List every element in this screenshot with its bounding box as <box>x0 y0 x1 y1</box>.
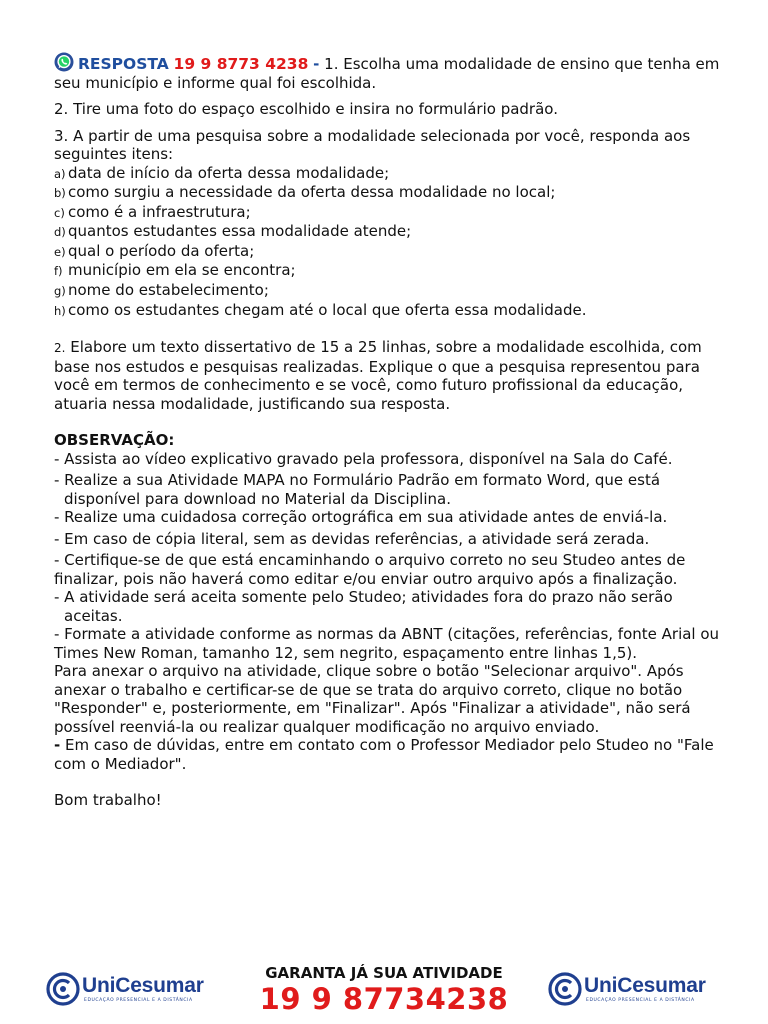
unicesumar-logo-right <box>548 972 718 1006</box>
observation-contact-text: Em caso de dúvidas, entre em contato com o Professor Mediador pelo Studeo no "Fale com o Mediador". <box>54 736 714 773</box>
list-item <box>54 242 722 262</box>
list-item <box>54 164 722 184</box>
question-4 <box>54 338 722 413</box>
item-text: quantos estudantes essa modalidade atende; <box>68 222 412 241</box>
list-item <box>54 222 722 242</box>
question-3: 3. A partir de uma pesquisa sobre a modalidade selecionada por você, responda aos seguintes itens: <box>54 126 691 163</box>
unicesumar-logo-mark-icon <box>548 972 582 1006</box>
footer <box>0 958 768 1024</box>
item-text: como surgiu a necessidade da oferta dessa modalidade no local; <box>68 183 556 202</box>
cta-text: GARANTA JÁ SUA ATIVIDADE <box>265 964 503 982</box>
observation-line: - Realize uma cuidadosa correção ortográfica em sua atividade antes de enviá-la. <box>54 508 668 527</box>
item-marker: h) <box>54 303 66 318</box>
item-list <box>54 164 722 321</box>
item-marker: e) <box>54 244 66 259</box>
logo-name: UniCesumar <box>584 974 706 997</box>
list-item <box>54 203 722 223</box>
list-item <box>54 301 722 321</box>
item-text: como os estudantes chegam até o local que oferta essa modalidade. <box>68 300 587 319</box>
observation-line: - Assista ao vídeo explicativo gravado pela professora, disponível na Sala do Café. <box>54 449 673 468</box>
closing-text: Bom trabalho! <box>54 791 162 810</box>
item-marker: a) <box>54 166 66 181</box>
observation-line: - Certifique-se de que está encaminhando o arquivo correto no seu Studeo antes de finalizar, pois não haverá como editar e/ou enviar outro arquivo após a finalização. <box>54 551 686 588</box>
logo-name: UniCesumar <box>82 974 204 997</box>
observation-title: OBSERVAÇÃO: <box>54 431 175 450</box>
item-text: município em ela se encontra; <box>68 261 296 280</box>
response-label: RESPOSTA <box>78 55 169 73</box>
item-marker: b) <box>54 186 66 201</box>
question-4-text: Elabore um texto dissertativo de 15 a 25 linhas, sobre a modalidade escolhida, com base nos estudos e pesquisas realizadas. Explique o que a pesquisa representou para você em termos de conhecimento e se você, como futuro profissional da educação, atuaria nessa modalidade, justificando sua resposta. <box>54 338 702 413</box>
cta-phone: 19 9 87734238 <box>259 982 509 1016</box>
observation-line: - A atividade será aceita somente pelo Studeo; atividades fora do prazo não serão aceitas. <box>54 588 673 625</box>
item-marker: g) <box>54 284 66 299</box>
unicesumar-logo-mark-icon <box>46 972 80 1006</box>
item-text: qual o período da oferta; <box>68 241 255 260</box>
list-item <box>54 261 722 281</box>
item-marker: c) <box>54 205 65 220</box>
item-marker: d) <box>54 225 66 240</box>
question-1 <box>54 52 722 92</box>
document-body <box>54 52 722 810</box>
question-2: 2. Tire uma foto do espaço escolhido e insira no formulário padrão. <box>54 100 558 118</box>
observation-line: - Realize a sua Atividade MAPA no Formulário Padrão em formato Word, que está disponível para download no Material da Disciplina. <box>54 471 661 508</box>
whatsapp-icon <box>54 52 74 72</box>
list-item <box>54 281 722 301</box>
response-dash: - <box>313 55 320 73</box>
observation-line: - Formate a atividade conforme as normas da ABNT (citações, referências, fonte Arial ou Times New Roman, tamanho 12, sem negrito, espaçamento entre linhas 1,5). <box>54 625 720 662</box>
item-text: nome do estabelecimento; <box>68 281 269 300</box>
question-4-number: 2. <box>54 341 66 356</box>
observation-section <box>54 431 722 773</box>
observation-paragraph: Para anexar o arquivo na atividade, clique sobre o botão "Selecionar arquivo". Após anexar o trabalho e certificar-se de que se trata do arquivo correto, clique no botão "Responder" e, posteriormente, em "Finalizar". Após "Finalizar a atividade", não será possível reenviá-la ou realizar qualquer modificação no arquivo enviado. <box>54 662 691 736</box>
observation-dash: - <box>54 736 61 755</box>
response-phone: 19 9 8773 4238 <box>173 55 309 73</box>
observation-line <box>54 736 722 773</box>
question-1-text: 1. Escolha uma modalidade de ensino que tenha em seu município e informe qual foi escolhida. <box>54 55 720 92</box>
unicesumar-logo-left <box>46 972 216 1006</box>
item-marker: f) <box>54 264 63 279</box>
logo-subtitle: EDUCAÇÃO PRESENCIAL E A DISTÂNCIA <box>84 998 193 1003</box>
list-item <box>54 183 722 203</box>
logo-subtitle: EDUCAÇÃO PRESENCIAL E A DISTÂNCIA <box>586 998 695 1003</box>
observation-line: - Em caso de cópia literal, sem as devidas referências, a atividade será zerada. <box>54 529 650 548</box>
item-text: como é a infraestrutura; <box>68 202 251 221</box>
item-text: data de início da oferta dessa modalidade; <box>68 163 390 182</box>
